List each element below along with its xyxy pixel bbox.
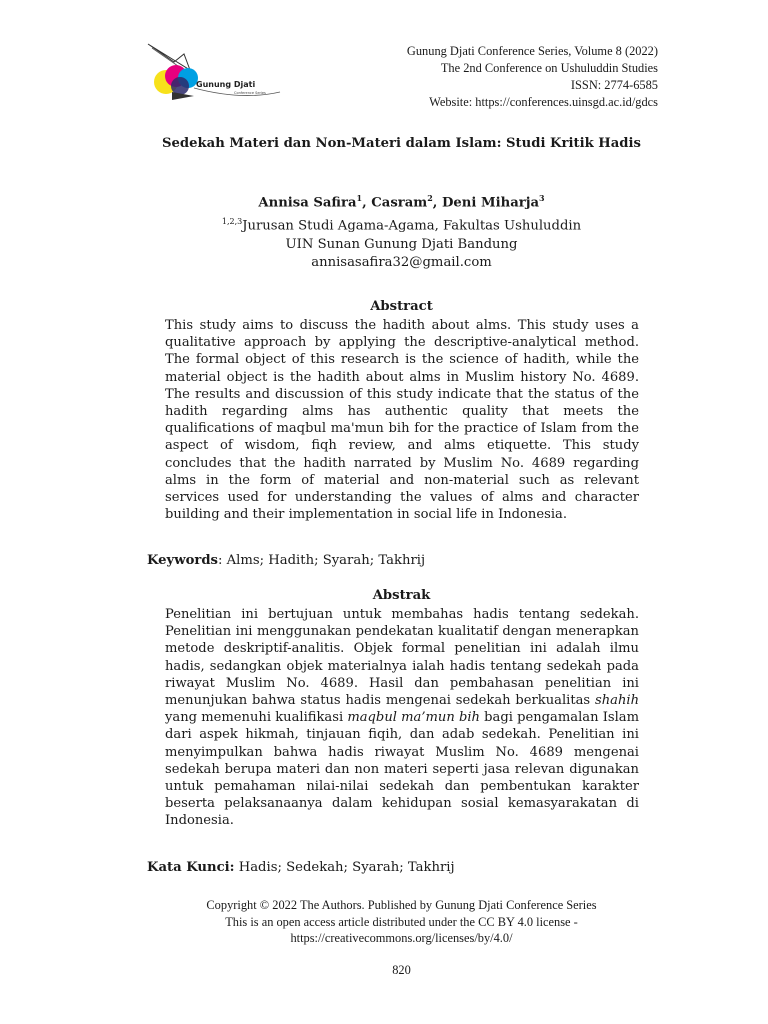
- logo-text: Gunung Djati: [196, 80, 256, 89]
- logo-graphic: [144, 40, 284, 106]
- paper-title: Sedekah Materi dan Non-Materi dalam Islam: Studi Kritik Hadis: [162, 136, 641, 151]
- author-3: Deni Miharja: [441, 195, 540, 211]
- author-email[interactable]: annisasafira32@gmail.com: [311, 255, 492, 271]
- logo-subtext: Conference Series: [234, 91, 266, 95]
- header-conference: The 2nd Conference on Ushuluddin Studies: [440, 61, 658, 75]
- university: UIN Sunan Gunung Djati Bandung: [285, 236, 518, 252]
- kata-kunci-label: Kata Kunci:: [147, 860, 235, 875]
- affiliation: [0, 213, 768, 236]
- journal-header: [407, 43, 658, 111]
- author-names: Annisa Safira$^1$, Casram$^2$, Deni Miharja$^3$: [258, 193, 545, 211]
- abstrak-heading: Abstrak: [372, 588, 431, 603]
- keywords-line: [147, 553, 425, 568]
- author-2-sup: 2: [427, 193, 433, 203]
- abstract-text: This study aims to discuss the hadith about alms. This study uses a qualitative approach by applying the descriptive-analytical method. The formal object of this research is the science of hadith, while the material object is the hadith about alms in Muslim history No. 4689. The results and discussion of this study indicate that the status of the hadith regarding alms has authentic quality that meets the qualifications of maqbul ma'mun bih for the practice of Islam from the aspect of wisdom, fiqh review, and alms etiquette. This study concludes that the hadith narrated by Muslim No. 4689 regarding alms in the form of material and non-material such as relevant services used for understanding the values of alms and character building and their implementation in social life in Indonesia.: [165, 318, 639, 523]
- author-block: [0, 189, 768, 273]
- license-url[interactable]: https://creativecommons.org/licenses/by/4.0/: [290, 931, 513, 945]
- kata-kunci-text: Hadis; Sedekah; Syarah; Takhrij: [234, 860, 455, 875]
- header-series: Gunung Djati Conference Series, Volume 8 (2022): [406, 44, 658, 58]
- abstrak-italic-shahih: shahih: [594, 693, 639, 709]
- keywords-label: Keywords: [147, 553, 218, 568]
- header-issn: ISSN: 2774-6585: [570, 78, 658, 92]
- abstrak-text-part1: Penelitian ini bertujuan untuk membahas hadis tentang sedekah. Penelitian ini menggunakan pendekatan kualitatif dengan menerapkan metode deskriptif-analitis. Objek formal penelitian ini adalah ilmu hadis, sedangkan objek materialnya ialah hadis tentang sedekah pada riwayat Muslim No. 4689. Hasil dan pembahasan penelitian ini menunjukan bahwa status hadis mengenai sedekah berkualitas: [165, 607, 639, 709]
- affiliation-sup: 1,2,3: [221, 216, 243, 226]
- header-website[interactable]: Website: https://conferences.uinsgd.ac.id/gdcs: [429, 95, 658, 109]
- abstrak-italic-maqbul: maqbul ma’mun bih: [347, 710, 480, 726]
- abstrak-text: [165, 606, 639, 830]
- author-3-sup: 3: [539, 193, 545, 203]
- page-number: 820: [392, 963, 411, 977]
- author-2: Casram: [371, 195, 428, 211]
- conference-logo: [144, 40, 284, 106]
- keywords-text: : Alms; Hadith; Syarah; Takhrij: [217, 553, 426, 568]
- author-1-sup: 1: [356, 193, 363, 203]
- kata-kunci-line: [147, 860, 455, 875]
- abstract-heading: Abstract: [370, 299, 433, 314]
- copyright-footer: [0, 897, 768, 947]
- abstrak-text-part2: yang memenuhi kualifikasi: [165, 710, 348, 726]
- license-line: This is an open access article distributed under the CC BY 4.0 license -: [225, 914, 578, 929]
- copyright-line: Copyright © 2022 The Authors. Published by Gunung Djati Conference Series: [206, 898, 597, 912]
- abstrak-text-part3: bagi pengamalan Islam dari aspek hikmah, tinjauan fiqih, dan adab sedekah. Penelitian ini menyimpulkan bahwa hadis riwayat Muslim No. 4689 mengenai sedekah berupa materi dan non materi seperti jasa relevan digunakan untuk pemahaman nilai-nilai sedekah dan pembentukan karakter beserta pelaksanaanya dalam kehidupan sosial kemasyarakatan di Indonesia.: [165, 710, 639, 829]
- author-1: Annisa Safira: [258, 195, 357, 211]
- affiliation-text: Jurusan Studi Agama-Agama, Fakultas Ushuluddin: [242, 218, 582, 234]
